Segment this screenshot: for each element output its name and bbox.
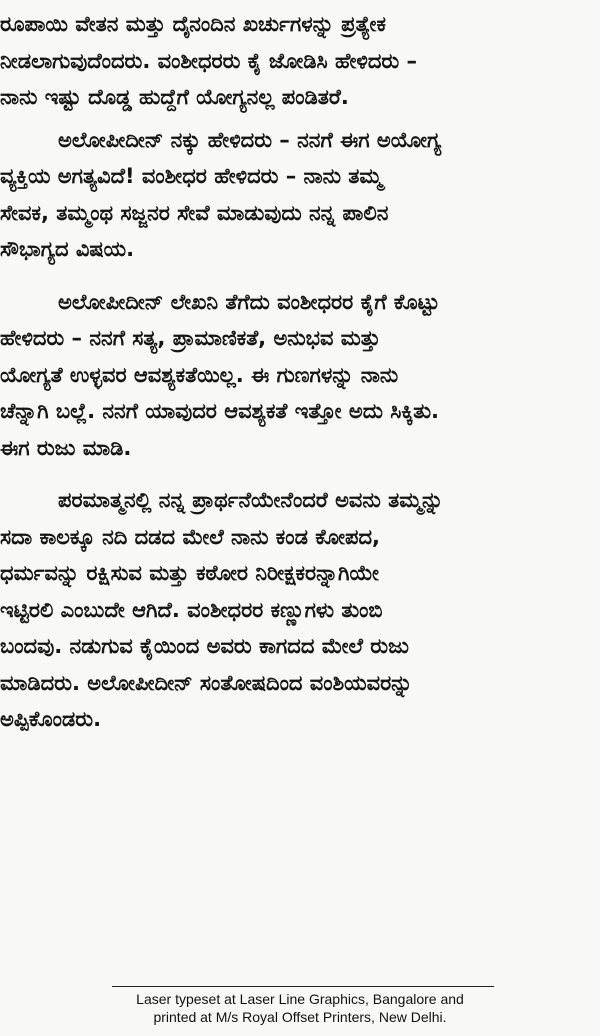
text-line: ಧರ್ಮವನ್ನು ರಕ್ಷಿಸುವ ಮತ್ತು ಕಠೋರ ನಿರೀಕ್ಷಕರನ್ನಾಗಿಯೇ	[0, 561, 379, 585]
text-line: ಮಾಡಿದರು. ಅಲೋಪೀದೀನ್ ಸಂತೋಷದಿಂದ ವಂಶಿಯವರನ್ನು	[0, 670, 413, 695]
text-line: ನಾನು ಇಷ್ಟು ದೊಡ್ಡ ಹುದ್ದೆಗೆ ಯೋಗ್ಯನಲ್ಲ ಪಂಡಿತರೆ.	[0, 85, 349, 109]
paragraph-2	[0, 122, 594, 268]
paragraph-4	[0, 482, 594, 738]
text-line: ಪರಮಾತ್ಮನಲ್ಲಿ ನನ್ನ ಪ್ರಾರ್ಥನೆಯೇನೆಂದರೆ ಅವನು ತಮ್ಮನ್ನು	[58, 488, 444, 512]
text-line: ಚೆನ್ನಾಗಿ ಬಲ್ಲೆ. ನನಗೆ ಯಾವುದರ ಆವಶ್ಯಕತೆ ಇತ್ತೋ ಅದು ಸಿಕ್ಕಿತು.	[0, 399, 440, 423]
text-line: ಯೋಗ್ಯತೆ ಉಳ್ಳವರ ಆವಶ್ಯಕತೆಯಿಲ್ಲ. ಈ ಗುಣಗಳನ್ನು ನಾನು	[0, 362, 399, 387]
text-line: ಸೌಭಾಗ್ಯದ ವಿಷಯ.	[0, 237, 135, 261]
text-line: ಬಂದವು. ನಡುಗುವ ಕೈಯಿಂದ ಅವರು ಕಾಗದದ ಮೇಲೆ ರುಜು	[0, 634, 409, 658]
colophon	[60, 990, 540, 1026]
text-line: ಇಟ್ಟಿರಲಿ ಎಂಬುದೇ ಆಗಿದೆ. ವಂಶೀಧರರ ಕಣ್ಣುಗಳು ತುಂಬಿ	[0, 597, 383, 622]
body-text	[0, 6, 594, 744]
paragraph-spacer	[58, 274, 594, 284]
text-line: ನೀಡಲಾಗುವುದೆಂದರು. ವಂಶೀಧರರು ಕೈ ಜೋಡಿಸಿ ಹೇಳಿದರು –	[0, 48, 418, 73]
colophon-divider	[112, 986, 494, 987]
colophon-line-2: printed at M/s Royal Offset Printers, New Delhi.	[153, 1009, 447, 1025]
paragraph-3	[0, 284, 594, 467]
text-line: ಸದಾ ಕಾಲಕ್ಕೂ ನದಿ ದಡದ ಮೇಲೆ ನಾನು ಕಂಡ ಕೋಪದ,	[0, 524, 380, 549]
paragraph-1	[0, 6, 594, 116]
text-line: ಈಗ ರುಜು ಮಾಡಿ.	[0, 435, 132, 460]
text-line: ಅಪ್ಪಿಕೊಂಡರು.	[0, 707, 102, 731]
text-line: ಸೇವಕ, ತಮ್ಮಂಥ ಸಜ್ಜನರ ಸೇವೆ ಮಾಡುವುದು ನನ್ನ ಪಾಲಿನ	[0, 200, 389, 225]
text-line: ವ್ಯಕ್ತಿಯ ಅಗತ್ಯವಿದೆ! ವಂಶೀಧರ ಹೇಳಿದರು – ನಾನು ತಮ್ಮ	[0, 164, 383, 188]
text-line: ಅಲೋಪೀದೀನ್ ಲೇಖನಿ ತೆಗೆದು ವಂಶೀಧರರ ಕೈಗೆ ಕೊಟ್ಟು	[58, 289, 440, 314]
text-line: ಹೇಳಿದರು – ನನಗೆ ಸತ್ಯ, ಪ್ರಾಮಾಣಿಕತೆ, ಅನುಭವ ಮತ್ತು	[0, 326, 381, 350]
text-line: ಅಲೋಪೀದೀನ್ ನಕ್ಕು ಹೇಳಿದರು – ನನಗೆ ಈಗ ಅಯೋಗ್ಯ	[58, 127, 442, 152]
text-line: ರೂಪಾಯಿ ವೇತನ ಮತ್ತು ದೈನಂದಿನ ಖರ್ಚುಗಳನ್ನು ಪ್ರತ್ಯೇಕ	[0, 12, 386, 36]
paragraph-spacer	[58, 472, 594, 482]
colophon-line-1: Laser typeset at Laser Line Graphics, Bangalore and	[136, 991, 464, 1007]
